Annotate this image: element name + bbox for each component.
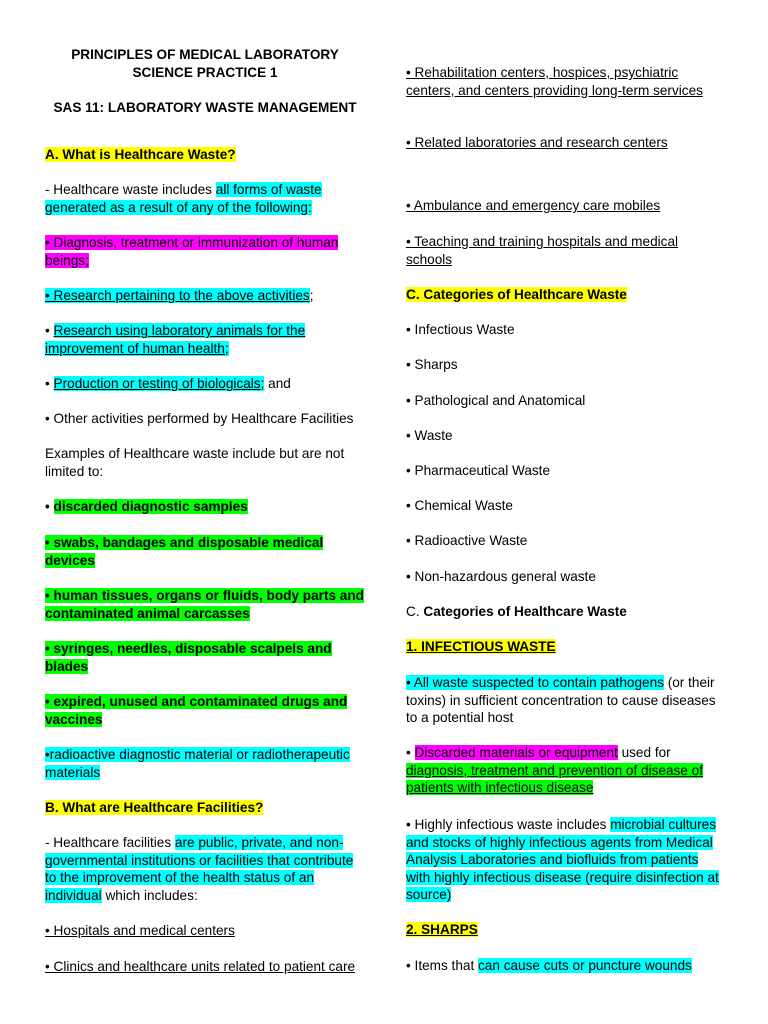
- example-item: • swabs, bandages and disposable medical devices: [45, 535, 324, 568]
- example-item: • expired, unused and contaminated drugs and vaccines: [45, 694, 348, 727]
- infectious-item: • All waste suspected to contain pathogens (or their toxins) in sufficient concentration to cause diseases to a potential host: [406, 675, 716, 725]
- sas-title: SAS 11: LABORATORY WASTE MANAGEMENT: [53, 100, 357, 115]
- example-item: • syringes, needles, disposable scalpels and blades: [45, 641, 332, 674]
- facility-item: • Ambulance and emergency care mobiles: [406, 198, 661, 213]
- doc-title: PRINCIPLES OF MEDICAL LABORATORY SCIENCE PRACTICE 1: [71, 47, 339, 80]
- facility-item: • Related laboratories and research centers: [406, 135, 668, 150]
- sharps-heading: 2. SHARPS: [406, 922, 478, 937]
- facility-item: • Rehabilitation centers, hospices, psychiatric centers, and centers providing long-term services: [406, 65, 703, 98]
- list-item: • Production or testing of biologicals; and: [45, 376, 291, 391]
- category-item: • Non-hazardous general waste: [406, 569, 596, 584]
- section-c-heading: C. Categories of Healthcare Waste: [406, 287, 627, 302]
- infectious-item: • Highly infectious waste includes microbial cultures and stocks of highly infectious agents from Medical Analysis Laboratories and biofluids from patients with highly infectious disease (require disinfection at source): [406, 817, 719, 902]
- category-item: • Chemical Waste: [406, 498, 513, 513]
- facilities-paragraph: - Healthcare facilities are public, private, and non-governmental institutions or facilities that contribute to the improvement of the health status of an individual which includes:: [45, 835, 354, 903]
- list-item: • Research using laboratory animals for the improvement of human health;: [45, 323, 306, 356]
- list-item: • Diagnosis, treatment or immunization of human beings;: [45, 235, 339, 268]
- facility-item: • Hospitals and medical centers: [45, 923, 235, 938]
- category-item: • Sharps: [406, 357, 458, 372]
- category-item: • Pathological and Anatomical: [406, 393, 586, 408]
- sharps-item: • Items that can cause cuts or puncture wounds: [406, 958, 692, 973]
- category-item: • Radioactive Waste: [406, 533, 528, 548]
- example-item: •radioactive diagnostic material or radiotherapeutic materials: [45, 747, 350, 780]
- example-item: • discarded diagnostic samples: [45, 499, 248, 514]
- intro-paragraph: - Healthcare waste includes all forms of waste generated as a result of any of the following:: [45, 182, 322, 215]
- category-item: • Waste: [406, 428, 453, 443]
- category-item: • Infectious Waste: [406, 322, 515, 337]
- list-item: • Other activities performed by Healthcare Facilities: [45, 411, 354, 426]
- section-a-heading: A. What is Healthcare Waste?: [45, 147, 236, 162]
- facility-item: • Teaching and training hospitals and medical schools: [406, 234, 679, 267]
- examples-intro: Examples of Healthcare waste include but are not limited to:: [45, 446, 345, 479]
- example-item: • human tissues, organs or fluids, body parts and contaminated animal carcasses: [45, 588, 364, 621]
- list-item: • Research pertaining to the above activities;: [45, 288, 314, 303]
- category-item: • Pharmaceutical Waste: [406, 463, 551, 478]
- facility-item: • Clinics and healthcare units related to patient care: [45, 959, 356, 974]
- section-c2-heading: C. Categories of Healthcare Waste: [406, 604, 627, 619]
- infectious-item: • Discarded materials or equipment used for diagnosis, treatment and prevention of disease of patients with infectious disease: [406, 745, 703, 795]
- section-b-heading: B. What are Healthcare Facilities?: [45, 800, 264, 815]
- infectious-waste-heading: 1. INFECTIOUS WASTE: [406, 639, 556, 654]
